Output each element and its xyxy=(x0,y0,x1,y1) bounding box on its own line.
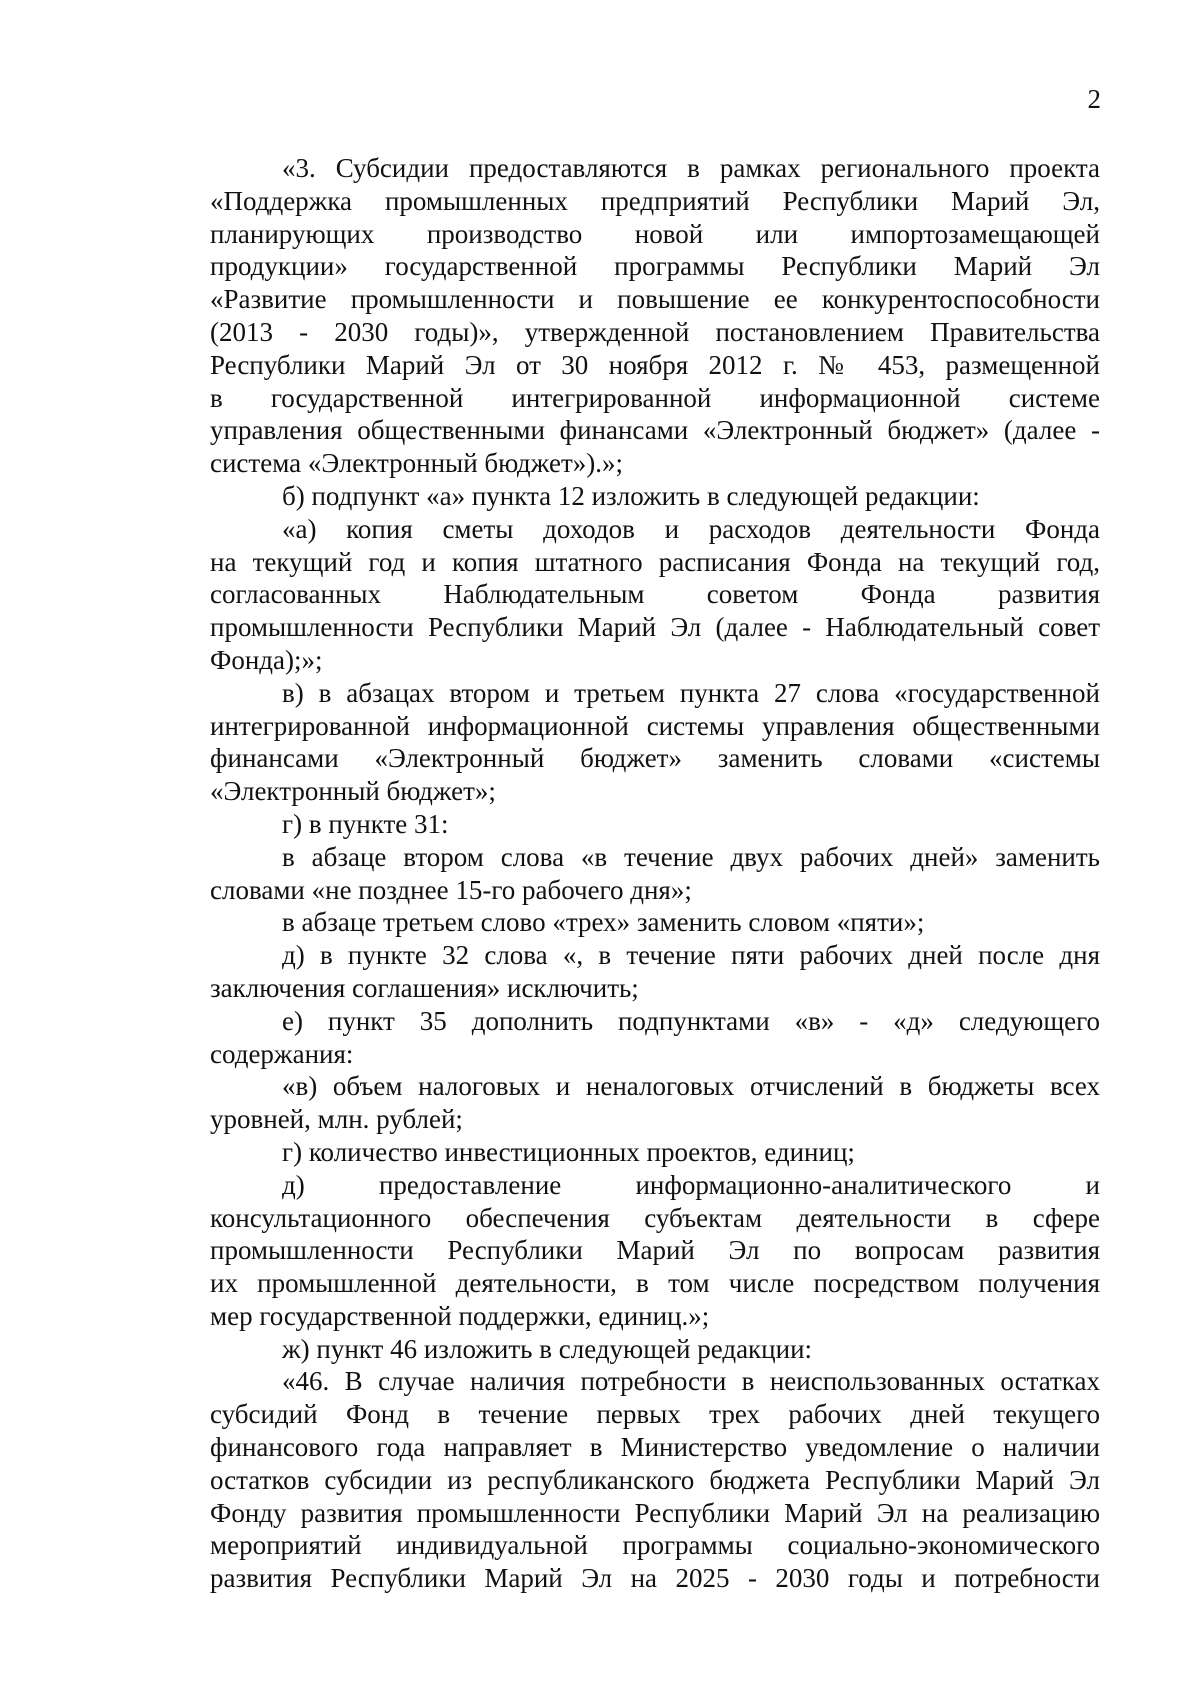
page-number: 2 xyxy=(1087,84,1101,114)
text-line: в государственной интегрированной информационной системе xyxy=(210,382,1100,413)
text-line: д) в пункте 32 слова «, в течение пяти рабочих дней после дня xyxy=(282,940,1100,971)
text-line: е) пункт 35 дополнить подпунктами «в» - «д» следующего xyxy=(282,1005,1100,1036)
text-line: д) предоставление информационно-аналитического и xyxy=(282,1169,1100,1200)
text-line: в) в абзацах втором и третьем пункта 27 слова «государственной xyxy=(282,677,1100,708)
text-line: г) в пункте 31: xyxy=(282,808,449,839)
text-line: система «Электронный бюджет»).»; xyxy=(210,448,623,479)
text-line: согласованных Наблюдательным советом Фонда развития xyxy=(210,579,1100,610)
document-body xyxy=(210,152,1100,1595)
text-line: «в) объем налоговых и неналоговых отчислений в бюджеты всех xyxy=(282,1071,1100,1102)
text-line: на текущий год и копия штатного расписания Фонда на текущий год, xyxy=(210,546,1100,577)
text-line: содержания: xyxy=(210,1038,354,1069)
text-line: «Поддержка промышленных предприятий Республики Марий Эл, xyxy=(210,185,1100,216)
text-line: «Развитие промышленности и повышение ее конкурентоспособности xyxy=(210,284,1100,315)
text-line: интегрированной информационной системы управления общественными xyxy=(210,710,1100,741)
text-line: управления общественными финансами «Электронный бюджет» (далее - xyxy=(210,415,1100,446)
text-line: промышленности Республики Марий Эл (далее - Наблюдательный совет xyxy=(210,612,1100,643)
text-line: «а) копия сметы доходов и расходов деятельности Фонда xyxy=(282,513,1100,544)
text-line: промышленности Республики Марий Эл по вопросам развития xyxy=(210,1235,1100,1266)
text-line: в абзаце втором слова «в течение двух рабочих дней» заменить xyxy=(282,841,1100,872)
text-line: мер государственной поддержки, единиц.»; xyxy=(210,1300,710,1331)
text-line: консультационного обеспечения субъектам деятельности в сфере xyxy=(210,1202,1100,1233)
text-line: остатков субсидии из республиканского бюджета Республики Марий Эл xyxy=(210,1464,1100,1495)
text-line: финансового года направляет в Министерство уведомление о наличии xyxy=(210,1432,1100,1463)
text-line: планирующих производство новой или импортозамещающей xyxy=(210,218,1100,249)
text-line: их промышленной деятельности, в том числе посредством получения xyxy=(210,1268,1100,1299)
text-line: уровней, млн. рублей; xyxy=(210,1104,463,1135)
text-line: «Электронный бюджет»; xyxy=(210,776,496,807)
text-line: Фонда);»; xyxy=(210,644,323,675)
text-line: ж) пункт 46 изложить в следующей редакции: xyxy=(282,1333,813,1364)
text-line: (2013 - 2030 годы)», утвержденной постановлением Правительства xyxy=(210,316,1100,347)
text-line: в абзаце третьем слово «трех» заменить словом «пяти»; xyxy=(282,907,925,938)
text-line: продукции» государственной программы Республики Марий Эл xyxy=(210,251,1100,282)
text-line: развития Республики Марий Эл на 2025 - 2030 годы и потребности xyxy=(210,1563,1100,1594)
text-line: заключения соглашения» исключить; xyxy=(210,972,639,1003)
text-line: субсидий Фонд в течение первых трех рабочих дней текущего xyxy=(210,1399,1100,1430)
text-line: Республики Марий Эл от 30 ноября 2012 г. № 453, размещенной xyxy=(210,349,1100,380)
text-line: мероприятий индивидуальной программы социально-экономического xyxy=(210,1530,1100,1561)
text-line: б) подпункт «а» пункта 12 изложить в следующей редакции: xyxy=(282,480,980,511)
text-line: «46. В случае наличия потребности в неиспользованных остатках xyxy=(282,1366,1100,1397)
text-line: словами «не позднее 15-го рабочего дня»; xyxy=(210,874,692,905)
text-line: Фонду развития промышленности Республики Марий Эл на реализацию xyxy=(210,1497,1100,1528)
text-line: г) количество инвестиционных проектов, единиц; xyxy=(282,1136,855,1167)
text-line: «3. Субсидии предоставляются в рамках регионального проекта xyxy=(282,153,1100,183)
text-line: финансами «Электронный бюджет» заменить словами «системы xyxy=(210,743,1100,774)
